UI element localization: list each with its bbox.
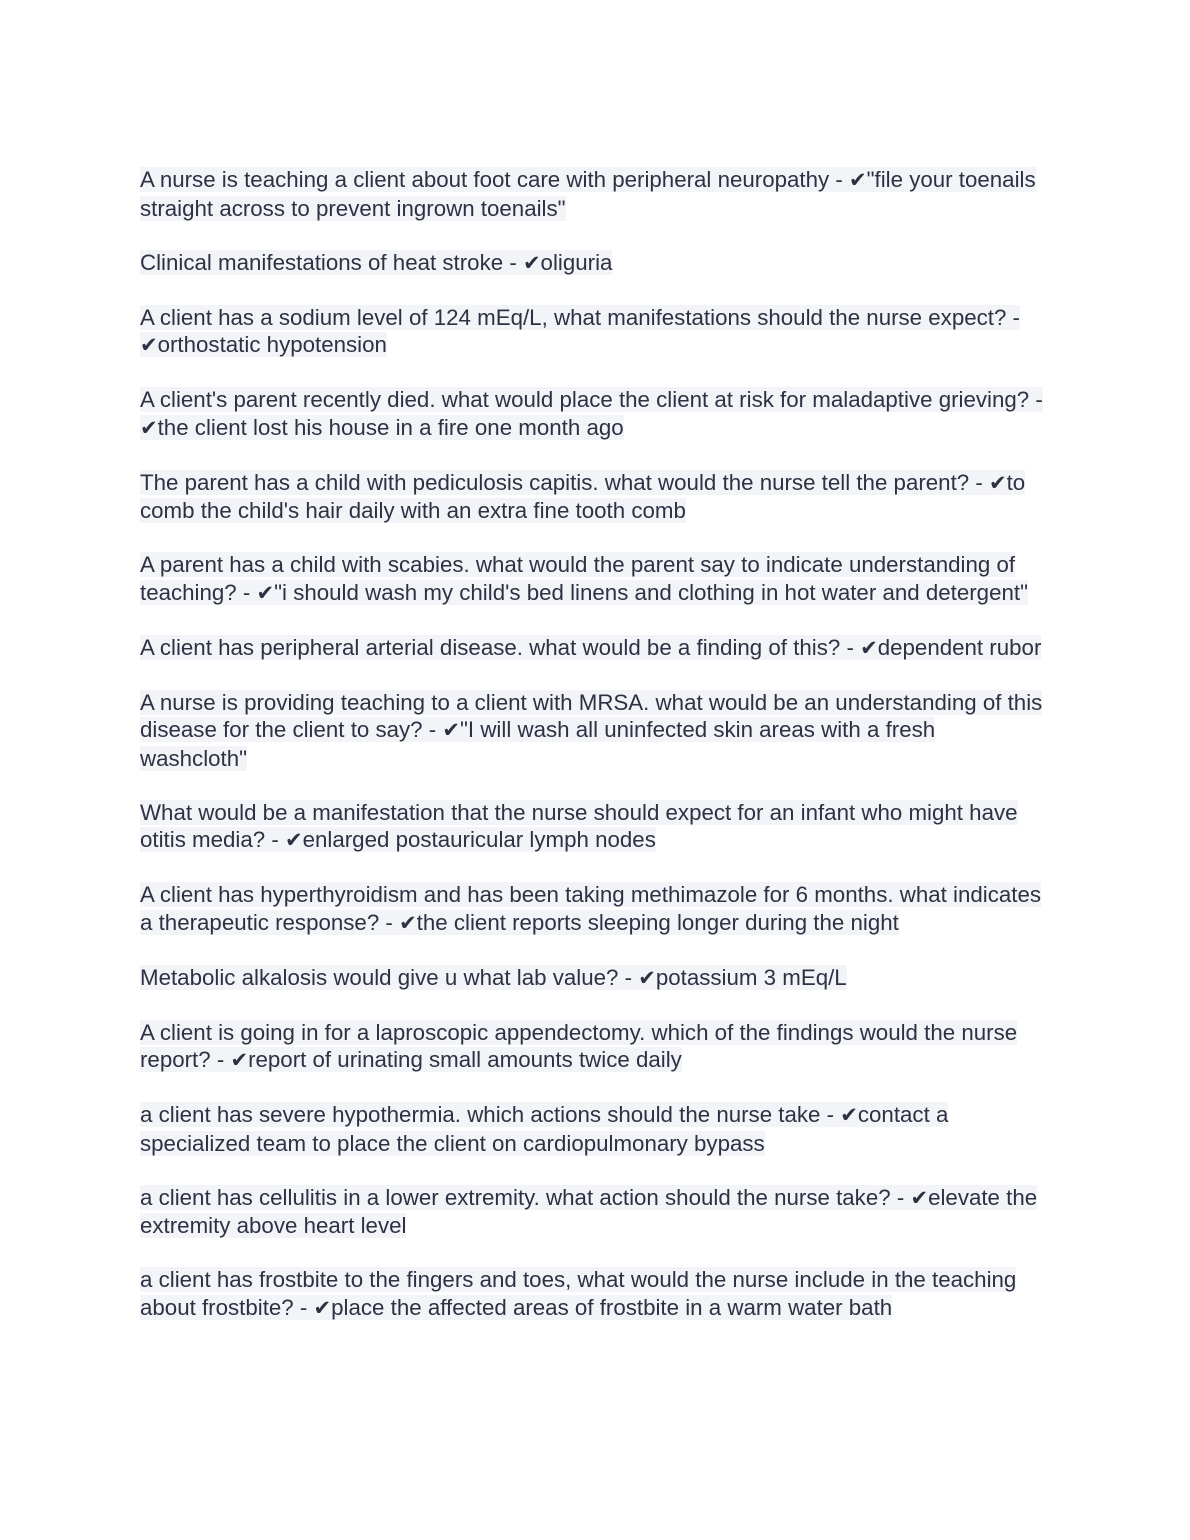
- answer-text: the client lost his house in a fire one month ago: [157, 414, 624, 440]
- question-text: a client has severe hypothermia. which actions should the nurse take -: [140, 1102, 841, 1127]
- qa-item: [140, 551, 1045, 607]
- answer-text: dependent rubor: [877, 634, 1042, 660]
- answer-text: report of urinating small amounts twice daily: [248, 1047, 682, 1072]
- check-mark-icon: ✔: [442, 718, 461, 742]
- question-text: A client's parent recently died. what would place the client at risk for maladaptive grieving? -: [140, 387, 1043, 412]
- answer-text: elevate the extremity above heart level: [140, 1184, 1038, 1238]
- check-mark-icon: ✔: [989, 470, 1007, 495]
- question-text: a client has frostbite to the fingers and toes, what would the nurse include in the teaching about frostbite? -: [140, 1267, 1017, 1320]
- qa-item: [140, 1266, 1045, 1322]
- check-mark-icon: ✔: [399, 910, 417, 935]
- answer-text: potassium 3 mEq/L: [655, 964, 847, 990]
- qa-item: [140, 689, 1045, 773]
- question-text: A parent has a child with scabies. what would the parent say to indicate understanding of teaching? -: [140, 552, 1016, 605]
- answer-text: orthostatic hypotension: [157, 332, 387, 357]
- question-text: A client is going in for a laproscopic appendectomy. which of the findings would the nurse report? -: [140, 1019, 1018, 1072]
- check-mark-icon: ✔: [140, 415, 158, 440]
- qa-item: [140, 166, 1045, 222]
- answer-text: enlarged postauricular lymph nodes: [302, 827, 656, 852]
- question-text: A client has hyperthyroidism and has been taking methimazole for 6 months. what indicates a therapeutic response? -: [140, 882, 1042, 935]
- qa-item: [140, 1101, 1045, 1157]
- answer-text: "I will wash all uninfected skin areas with a fresh washcloth": [140, 717, 936, 771]
- answer-text: "file your toenails straight across to prevent ingrown toenails": [140, 167, 1036, 221]
- qa-item: [140, 386, 1045, 442]
- check-mark-icon: ✔: [840, 1103, 858, 1127]
- check-mark-icon: ✔: [230, 1048, 249, 1072]
- question-text: What would be a manifestation that the nurse should expect for an infant who might have otitis media? -: [140, 799, 1018, 852]
- question-text: Clinical manifestations of heat stroke -: [140, 249, 523, 275]
- qa-item: [140, 634, 1045, 663]
- answer-text: place the affected areas of frostbite in a warm water bath: [331, 1294, 893, 1320]
- check-mark-icon: ✔: [140, 333, 158, 357]
- answer-text: the client reports sleeping longer during the night: [416, 909, 899, 935]
- question-text: A nurse is providing teaching to a client with MRSA. what would be an understanding of this disease for the client to say? -: [140, 689, 1043, 742]
- qa-item: [140, 469, 1045, 525]
- answer-text: contact a specialized team to place the client on cardiopulmonary bypass: [140, 1102, 949, 1156]
- check-mark-icon: ✔: [848, 168, 867, 192]
- question-text: A client has peripheral arterial disease. what would be a finding of this? -: [140, 634, 861, 660]
- check-mark-icon: ✔: [910, 1185, 929, 1210]
- qa-item: [140, 249, 1045, 278]
- question-text: A client has a sodium level of 124 mEq/L, what manifestations should the nurse expect? -: [140, 304, 1020, 330]
- check-mark-icon: ✔: [860, 635, 878, 660]
- document-page: [140, 166, 1045, 1349]
- answer-text: "i should wash my child's bed linens and clothing in hot water and detergent": [274, 579, 1028, 605]
- check-mark-icon: ✔: [284, 828, 303, 852]
- qa-item: [140, 799, 1045, 855]
- question-text: Metabolic alkalosis would give u what lab value? -: [140, 964, 639, 990]
- qa-item: [140, 1019, 1045, 1075]
- qa-item: [140, 964, 1045, 993]
- check-mark-icon: ✔: [313, 1295, 332, 1320]
- question-text: a client has cellulitis in a lower extremity. what action should the nurse take? -: [140, 1184, 911, 1210]
- qa-item: [140, 304, 1045, 360]
- answer-text: to comb the child's hair daily with an extra fine tooth comb: [140, 469, 1026, 523]
- question-text: A nurse is teaching a client about foot care with peripheral neuropathy -: [140, 167, 849, 192]
- check-mark-icon: ✔: [256, 580, 275, 605]
- question-text: The parent has a child with pediculosis capitis. what would the nurse tell the parent? -: [140, 469, 989, 495]
- check-mark-icon: ✔: [522, 250, 541, 275]
- check-mark-icon: ✔: [638, 965, 656, 990]
- qa-item: [140, 1184, 1045, 1240]
- qa-item: [140, 881, 1045, 937]
- answer-text: oliguria: [540, 249, 613, 275]
